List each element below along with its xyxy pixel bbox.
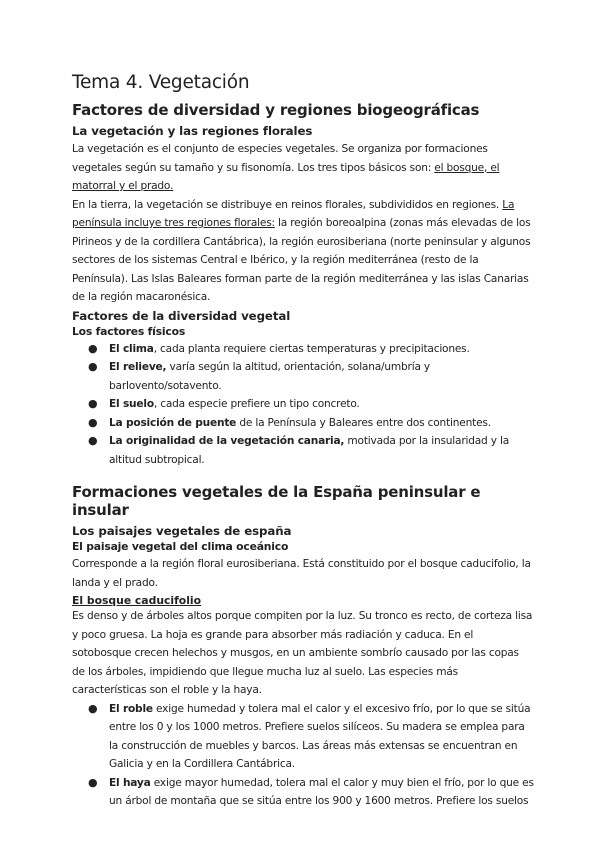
section-heading-factores: Factores de diversidad y regiones biogeográficas	[72, 101, 480, 119]
subheading-bosque-caducifolio: El bosque caducifolio	[72, 594, 202, 607]
list-item	[72, 395, 534, 414]
paragraph-vegetacion-text: La vegetación es el conjunto de especies vegetales. Se organiza por formaciones vegetales según su tamaño y su fisonomía. Los tres tipos básicos son:	[72, 143, 488, 174]
paragraph-bosque: Es denso y de árboles altos porque compiten por la luz. Su tronco es recto, de corteza lisa y poco gruesa. La hoja es grande para absorber más radiación y caduca. En el sotobosque crecen helechos y musgos, en un ambiente sombrío causado por las copas de los árboles, impidiendo que llegue mucha luz al suelo. Las especies más características son el roble y la haya.	[72, 610, 533, 696]
list-factores-fisicos	[72, 340, 534, 470]
underlined-tipos-basicos: el bosque, el matorral y el prado.	[72, 161, 500, 192]
list-item	[72, 774, 534, 811]
list-item	[72, 358, 534, 395]
section-heading-formaciones: Formaciones vegetales de la España peninsular e insular	[72, 483, 481, 519]
list-item-bold: El suelo	[109, 398, 154, 410]
document-page	[72, 72, 534, 811]
bullet-icon: ●	[88, 415, 98, 429]
paragraph-regiones	[72, 196, 534, 307]
bullet-icon: ●	[88, 434, 98, 447]
paragraph-regiones-text-a: En la tierra, la vegetación se distribuye en reinos florales, subdivididos en regiones.	[72, 198, 503, 211]
subheading-paisajes: Los paisajes vegetales de españa	[72, 524, 292, 538]
list-item	[72, 432, 534, 469]
page-title: Tema 4. Vegetación	[72, 72, 250, 93]
bullet-icon: ●	[88, 775, 98, 789]
bullet-icon: ●	[88, 341, 98, 355]
list-especies	[72, 700, 534, 811]
list-item-bold: El clima	[109, 342, 154, 355]
list-item-bold: La originalidad de la vegetación canaria,	[109, 435, 345, 447]
list-item	[72, 414, 534, 433]
list-item-text: varía según la altitud, orientación, solana/umbría y barlovento/sotavento.	[109, 361, 430, 392]
list-item-text: exige humedad y tolera mal el calor y el excesivo frío, por lo que se sitúa entre los 0 y los 1000 metros. Prefiere suelos silíceos. Su madera se emplea para la construcción de muebles y barcos. Las áreas más extensas se encuentran en Galicia y en la Cordillera Cantábrica.	[109, 702, 531, 770]
list-item-text: exige mayor humedad, tolera mal el calor y muy bien el frío, por lo que es un árbol de montaña que se sitúa entre los 900 y 1600 metros. Prefiere los suelos	[109, 776, 534, 807]
bullet-icon: ●	[88, 360, 98, 373]
paragraph-vegetacion	[72, 140, 534, 196]
list-item-bold: El haya	[109, 776, 151, 789]
list-item-bold: El relieve,	[109, 361, 167, 373]
list-item	[72, 700, 534, 774]
list-item-bold: El roble	[109, 702, 153, 715]
subheading-factores-diversidad: Factores de la diversidad vegetal	[72, 308, 291, 323]
bullet-icon: ●	[88, 397, 98, 410]
list-item-text: , cada especie prefiere un tipo concreto.	[153, 398, 360, 410]
list-item-text: , cada planta requiere ciertas temperaturas y precipitaciones.	[153, 342, 470, 355]
list-item-bold: La posición de puente	[109, 416, 237, 429]
paragraph-regiones-text-b: la región boreoalpina (zonas más elevadas de los Pirineos y de la cordillera Cantábrica), la región eurosiberiana (norte peninsular y algunos sectores de los sistemas Central e Ibérico, y la región mediterránea (resto de la Península). Las Islas Baleares forman parte de la región mediterránea y las islas Canarias de la región macaronésica.	[72, 217, 531, 303]
subheading-vegetacion-regiones: La vegetación y las regiones florales	[72, 124, 313, 138]
list-item-text: motivada por la insularidad y la altitud subtropical.	[109, 435, 510, 466]
subheading-factores-fisicos: Los factores físicos	[72, 324, 186, 338]
paragraph-eurosiberiana: Corresponde a la región floral eurosiberiana. Está constituido por el bosque caducifolio, la landa y el prado.	[72, 558, 531, 589]
list-item	[72, 340, 534, 359]
bullet-icon: ●	[88, 701, 98, 715]
underlined-tres-regiones: La península incluye tres regiones florales:	[72, 198, 515, 229]
list-item-text: de la Península y Baleares entre dos continentes.	[236, 416, 491, 429]
subheading-clima-oceanico: El paisaje vegetal del clima oceánico	[72, 540, 289, 553]
